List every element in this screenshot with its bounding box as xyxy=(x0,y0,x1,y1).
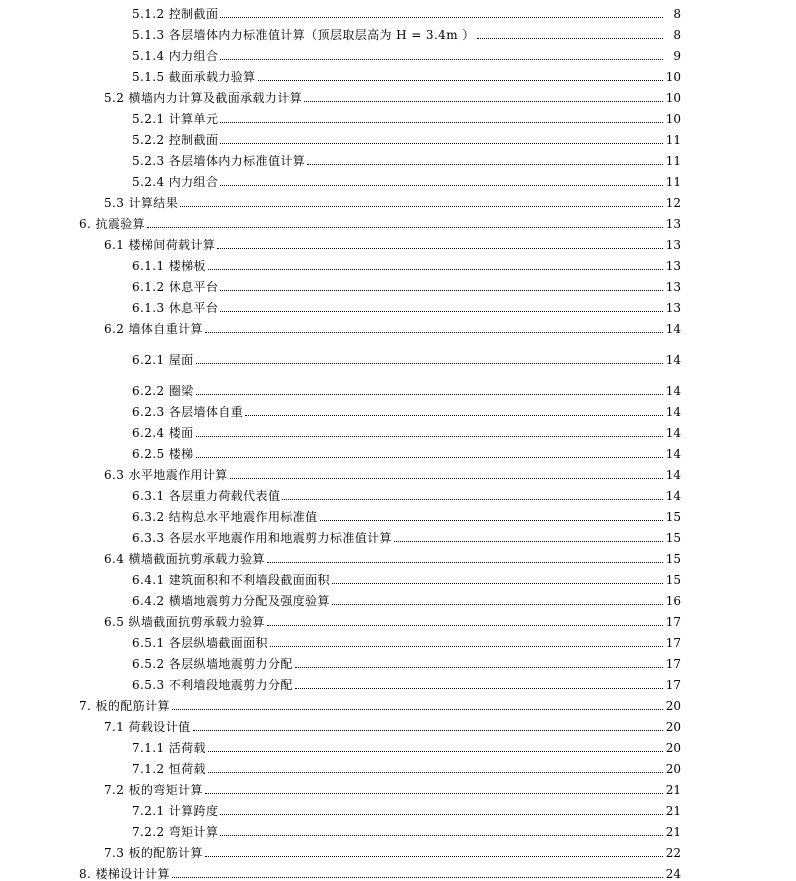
toc-entry[interactable] xyxy=(0,777,796,797)
toc-entry-page: 13 xyxy=(665,217,681,231)
toc-entry-title: 6.3.1 各层重力荷载代表值 xyxy=(132,489,281,503)
toc-entry-page: 11 xyxy=(665,154,681,168)
toc-entry-page: 20 xyxy=(665,699,681,713)
toc-entry-page: 9 xyxy=(673,49,681,63)
toc-entry[interactable] xyxy=(0,232,796,252)
dot-leader xyxy=(477,38,663,39)
toc-entry-title: 5.3 计算结果 xyxy=(104,196,179,210)
toc-entry-page: 15 xyxy=(665,510,681,524)
dot-leader xyxy=(172,877,663,878)
toc-entry-page: 15 xyxy=(665,552,681,566)
dot-leader xyxy=(307,164,663,165)
dot-leader xyxy=(267,562,663,563)
toc-entry-page: 20 xyxy=(665,741,681,755)
dot-leader xyxy=(172,709,663,710)
toc-entry[interactable] xyxy=(0,316,796,336)
toc-entry-page: 22 xyxy=(665,846,681,860)
toc-entry-title: 6. 抗震验算 xyxy=(79,217,146,231)
toc-entry[interactable] xyxy=(0,567,796,587)
dot-leader xyxy=(258,80,663,81)
dot-leader xyxy=(295,688,663,689)
toc-entry[interactable] xyxy=(0,798,796,818)
toc-entry-page: 13 xyxy=(665,280,681,294)
toc-entry[interactable] xyxy=(0,274,796,294)
toc-entry-title: 8. 楼梯设计计算 xyxy=(79,867,170,881)
toc-entry[interactable] xyxy=(0,483,796,503)
toc-entry-page: 16 xyxy=(665,594,681,608)
toc-entry-page: 14 xyxy=(665,322,681,336)
toc-entry-page: 10 xyxy=(665,70,681,84)
toc-entry-page: 24 xyxy=(665,867,681,881)
dot-leader xyxy=(220,290,663,291)
dot-leader xyxy=(332,583,663,584)
toc-entry-title: 7.3 板的配筋计算 xyxy=(104,846,203,860)
toc-entry[interactable] xyxy=(0,378,796,398)
toc-entry-title: 7. 板的配筋计算 xyxy=(79,699,170,713)
toc-entry[interactable] xyxy=(0,756,796,776)
dot-leader xyxy=(208,772,663,773)
toc-entry-page: 11 xyxy=(665,175,681,189)
toc-entry[interactable] xyxy=(0,190,796,210)
toc-entry-page: 13 xyxy=(665,301,681,315)
toc-entry-title: 5.2.2 控制截面 xyxy=(132,133,219,147)
toc-entry[interactable] xyxy=(0,840,796,860)
toc-entry-title: 7.2.1 计算跨度 xyxy=(132,804,219,818)
toc-entry-page: 21 xyxy=(665,783,681,797)
dot-leader xyxy=(220,59,663,60)
toc-entry-title: 7.1.2 恒荷载 xyxy=(132,762,206,776)
toc-entry[interactable] xyxy=(0,399,796,419)
toc-entry[interactable] xyxy=(0,693,796,713)
toc-entry[interactable] xyxy=(0,546,796,566)
toc-entry[interactable] xyxy=(0,85,796,105)
dot-leader xyxy=(220,835,663,836)
dot-leader xyxy=(220,17,663,18)
toc-entry-title: 6.5.1 各层纵墙截面面积 xyxy=(132,636,268,650)
toc-entry-title: 5.1.3 各层墙体内力标准值计算（顶层取层高为 H = 3.4m ） xyxy=(132,28,475,42)
toc-entry[interactable] xyxy=(0,169,796,189)
dot-leader xyxy=(304,101,663,102)
dot-leader xyxy=(220,122,663,123)
toc-entry[interactable] xyxy=(0,106,796,126)
toc-entry-page: 14 xyxy=(665,489,681,503)
toc-entry-page: 13 xyxy=(665,259,681,273)
dot-leader xyxy=(205,793,663,794)
dot-leader xyxy=(267,625,663,626)
toc-entry[interactable] xyxy=(0,253,796,273)
dot-leader xyxy=(196,363,663,364)
toc-entry[interactable] xyxy=(0,609,796,629)
toc-entry-page: 14 xyxy=(665,447,681,461)
toc-entry-title: 6.2.1 屋面 xyxy=(132,353,194,367)
toc-entry[interactable] xyxy=(0,735,796,755)
toc-entry-title: 6.5.3 不利墙段地震剪力分配 xyxy=(132,678,293,692)
toc-entry-page: 17 xyxy=(665,636,681,650)
toc-entry-page: 12 xyxy=(665,196,681,210)
toc-entry-title: 5.2 横墙内力计算及截面承载力计算 xyxy=(104,91,303,105)
toc-entry-title: 6.4.2 横墙地震剪力分配及强度验算 xyxy=(132,594,330,608)
toc-entry-page: 14 xyxy=(665,384,681,398)
dot-leader xyxy=(180,206,663,207)
toc-entry-title: 7.2.2 弯矩计算 xyxy=(132,825,219,839)
toc-entry-page: 14 xyxy=(665,405,681,419)
toc-entry-title: 6.1.1 楼梯板 xyxy=(132,259,206,273)
dot-leader xyxy=(147,227,663,228)
dot-leader xyxy=(205,332,663,333)
dot-leader xyxy=(220,143,663,144)
toc-entry-title: 6.4 横墙截面抗剪承载力验算 xyxy=(104,552,265,566)
toc-entry[interactable] xyxy=(0,861,796,881)
dot-leader xyxy=(394,541,663,542)
toc-entry-title: 5.2.1 计算单元 xyxy=(132,112,219,126)
toc-entry-title: 6.5 纵墙截面抗剪承载力验算 xyxy=(104,615,265,629)
toc-entry[interactable] xyxy=(0,64,796,84)
dot-leader xyxy=(193,730,664,731)
toc-entry[interactable] xyxy=(0,651,796,671)
toc-entry-title: 7.1.1 活荷载 xyxy=(132,741,206,755)
toc-entry[interactable] xyxy=(0,588,796,608)
dot-leader xyxy=(230,478,663,479)
toc-entry-title: 6.2.3 各层墙体自重 xyxy=(132,405,244,419)
toc-entry-title: 6.1.3 休息平台 xyxy=(132,301,219,315)
toc-entry[interactable] xyxy=(0,295,796,315)
dot-leader xyxy=(196,457,663,458)
toc-entry-title: 6.4.1 建筑面积和不利墙段截面面积 xyxy=(132,573,330,587)
toc-entry-title: 6.5.2 各层纵墙地震剪力分配 xyxy=(132,657,293,671)
toc-entry-page: 17 xyxy=(665,657,681,671)
toc-entry-page: 11 xyxy=(665,133,681,147)
toc-entry-page: 15 xyxy=(665,531,681,545)
toc-entry-title: 6.1 楼梯间荷载计算 xyxy=(104,238,216,252)
dot-leader xyxy=(295,667,663,668)
toc-entry-title: 5.1.5 截面承载力验算 xyxy=(132,70,256,84)
toc-entry-title: 6.2.5 楼梯 xyxy=(132,447,194,461)
dot-leader xyxy=(332,604,663,605)
toc-entry-page: 21 xyxy=(665,825,681,839)
toc-entry-title: 5.2.4 内力组合 xyxy=(132,175,219,189)
dot-leader xyxy=(220,185,663,186)
toc-entry-title: 6.3.2 结构总水平地震作用标准值 xyxy=(132,510,318,524)
dot-leader xyxy=(208,751,663,752)
toc-entry[interactable] xyxy=(0,22,796,42)
dot-leader xyxy=(217,248,663,249)
toc-entry[interactable] xyxy=(0,504,796,524)
toc-entry[interactable] xyxy=(0,43,796,63)
toc-entry-page: 15 xyxy=(665,573,681,587)
dot-leader xyxy=(220,814,663,815)
toc-entry-title: 6.3 水平地震作用计算 xyxy=(104,468,228,482)
toc-entry[interactable] xyxy=(0,672,796,692)
toc-entry[interactable] xyxy=(0,347,796,367)
dot-leader xyxy=(205,856,663,857)
toc-entry-title: 6.2 墙体自重计算 xyxy=(104,322,203,336)
toc-entry-page: 14 xyxy=(665,426,681,440)
toc-entry-title: 5.2.3 各层墙体内力标准值计算 xyxy=(132,154,306,168)
toc-entry[interactable] xyxy=(0,462,796,482)
dot-leader xyxy=(208,269,663,270)
toc-entry-page: 13 xyxy=(665,238,681,252)
toc-entry[interactable] xyxy=(0,525,796,545)
toc-entry-page: 10 xyxy=(665,91,681,105)
toc-entry[interactable] xyxy=(0,441,796,461)
toc-entry-page: 17 xyxy=(665,678,681,692)
toc-entry-page: 8 xyxy=(673,7,681,21)
dot-leader xyxy=(270,646,663,647)
dot-leader xyxy=(320,520,663,521)
toc-entry-title: 5.1.2 控制截面 xyxy=(132,7,219,21)
toc-entry-title: 7.2 板的弯矩计算 xyxy=(104,783,203,797)
toc-entry[interactable] xyxy=(0,211,796,231)
toc-entry-page: 20 xyxy=(665,720,681,734)
dot-leader xyxy=(282,499,663,500)
dot-leader xyxy=(196,436,663,437)
dot-leader xyxy=(245,415,663,416)
toc-entry-page: 17 xyxy=(665,615,681,629)
toc-entry-page: 10 xyxy=(665,112,681,126)
toc-entry-page: 21 xyxy=(665,804,681,818)
dot-leader xyxy=(220,311,663,312)
toc-entry-title: 6.2.4 楼面 xyxy=(132,426,194,440)
toc-entry-page: 14 xyxy=(665,468,681,482)
toc-entry-title: 6.3.3 各层水平地震作用和地震剪力标准值计算 xyxy=(132,531,392,545)
dot-leader xyxy=(196,394,663,395)
toc-entry[interactable] xyxy=(0,630,796,650)
toc-entry-title: 5.1.4 内力组合 xyxy=(132,49,219,63)
toc-entry-page: 14 xyxy=(665,353,681,367)
toc-entry[interactable] xyxy=(0,127,796,147)
toc-entry[interactable] xyxy=(0,148,796,168)
toc-entry[interactable] xyxy=(0,420,796,440)
toc-entry[interactable] xyxy=(0,1,796,21)
toc-entry-title: 6.2.2 圈梁 xyxy=(132,384,194,398)
toc-entry[interactable] xyxy=(0,714,796,734)
toc-entry-page: 20 xyxy=(665,762,681,776)
toc-entry-title: 7.1 荷载设计值 xyxy=(104,720,191,734)
toc-entry[interactable] xyxy=(0,819,796,839)
toc-entry-page: 8 xyxy=(673,28,681,42)
toc-entry-title: 6.1.2 休息平台 xyxy=(132,280,219,294)
